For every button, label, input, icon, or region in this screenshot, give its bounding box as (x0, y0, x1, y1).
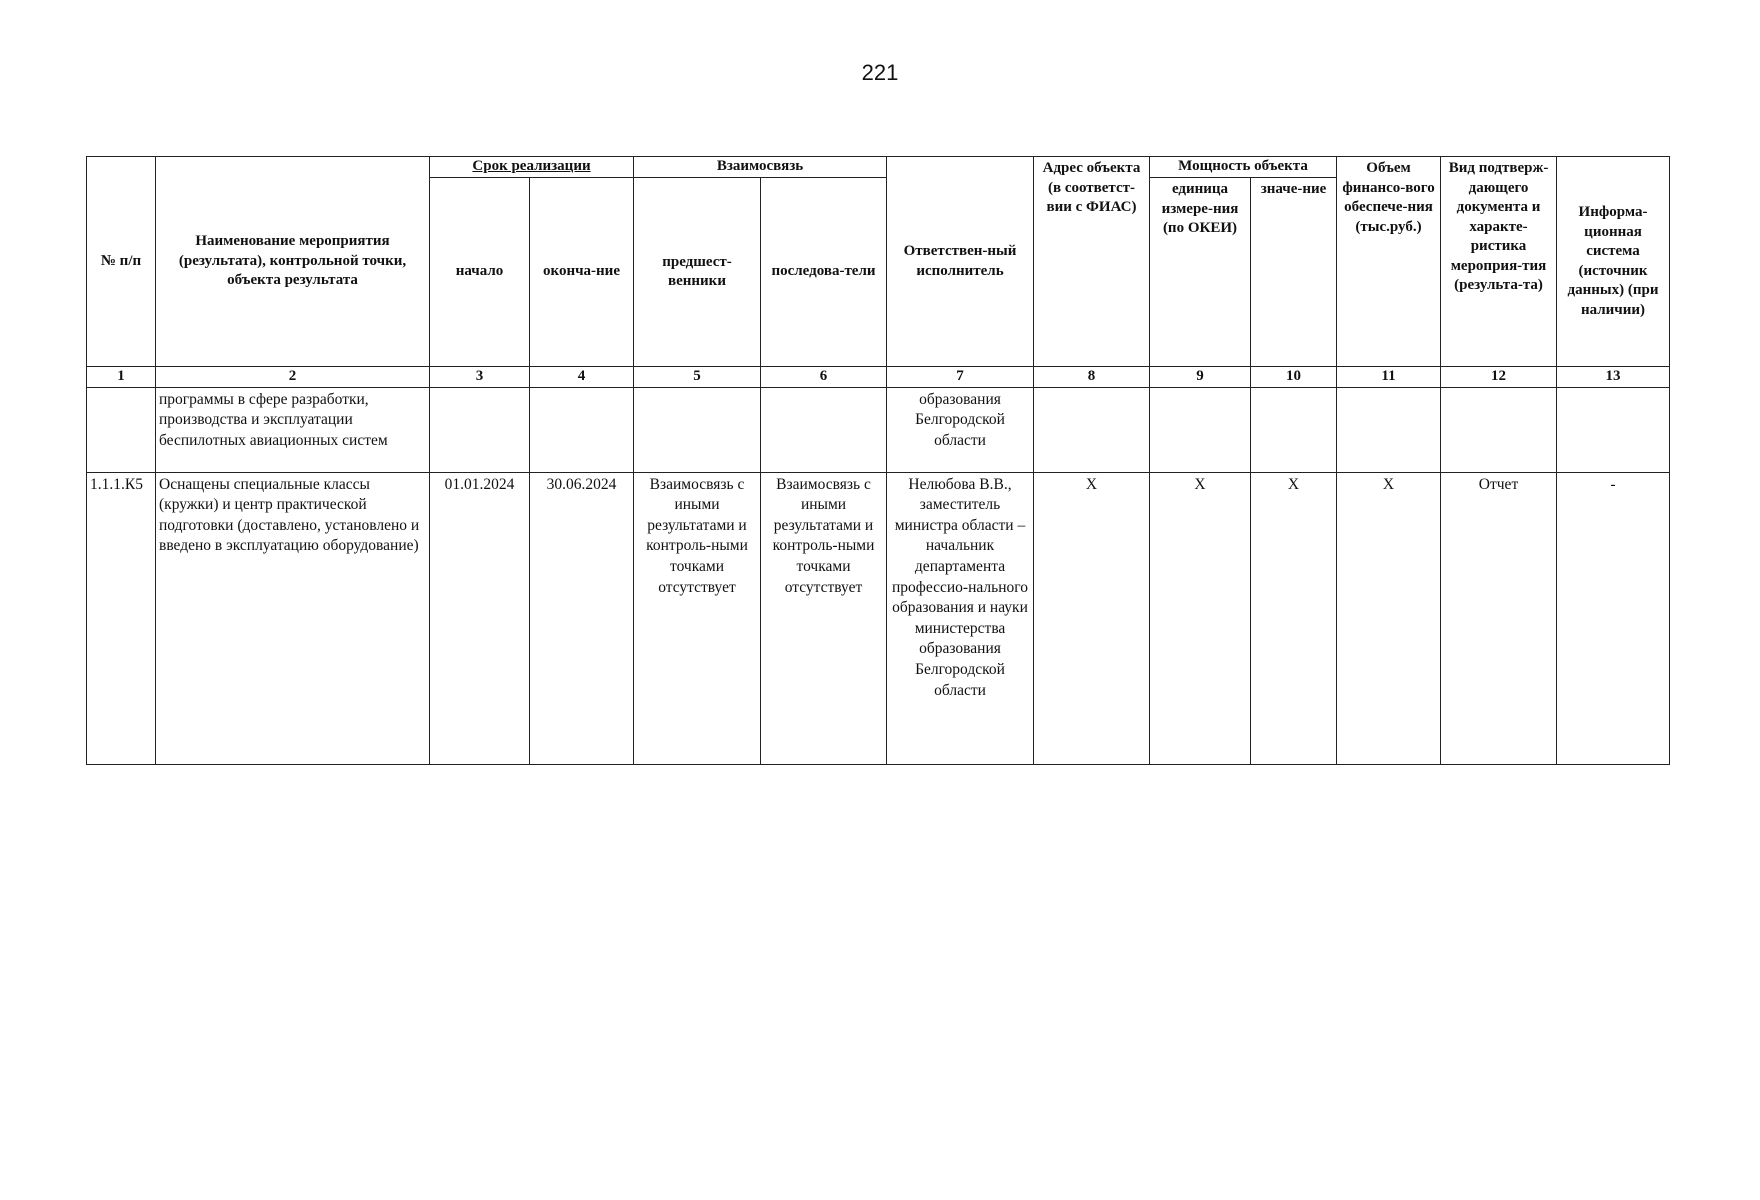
column-number: 12 (1441, 367, 1557, 388)
cell-successors: Взаимосвязь с иными результатами и контроль-ными точками отсутствует (761, 472, 887, 764)
table-row (87, 472, 1670, 764)
cell-num (87, 387, 156, 472)
cell-info-system (1557, 387, 1670, 472)
header-document: Вид подтверж-дающего документа и характе-ристика мероприя-тия (результа-та) (1441, 157, 1557, 367)
header-name: Наименование мероприятия (результата), контрольной точки, объекта результата (156, 157, 430, 367)
cell-address: X (1034, 472, 1150, 764)
header-finance: Объем финансо-вого обеспече-ния (тыс.руб.) (1337, 157, 1441, 367)
column-number: 10 (1251, 367, 1337, 388)
cell-value (1251, 387, 1337, 472)
column-number: 1 (87, 367, 156, 388)
cell-document: Отчет (1441, 472, 1557, 764)
header-info-system: Информа-ционная система (источник данных) (при наличии) (1557, 157, 1670, 367)
table-row (87, 387, 1670, 472)
cell-predecessors: Взаимосвязь с иными результатами и контроль-ными точками отсутствует (634, 472, 761, 764)
cell-predecessors (634, 387, 761, 472)
column-number: 8 (1034, 367, 1150, 388)
header-address: Адрес объекта (в соответст-вии с ФИАС) (1034, 157, 1150, 367)
column-number: 13 (1557, 367, 1670, 388)
cell-unit: X (1150, 472, 1251, 764)
header-start: начало (430, 178, 530, 367)
cell-document (1441, 387, 1557, 472)
header-num: № п/п (87, 157, 156, 367)
column-number: 9 (1150, 367, 1251, 388)
header-unit: единица измере-ния (по ОКЕИ) (1150, 178, 1251, 367)
cell-end (530, 387, 634, 472)
cell-name: программы в сфере разработки, производства и эксплуатации беспилотных авиационных систем (156, 387, 430, 472)
header-value: значе-ние (1251, 178, 1337, 367)
header-group-vzaim: Взаимосвязь (634, 157, 887, 178)
cell-unit (1150, 387, 1251, 472)
header-group-srok-label: Срок реализации (472, 158, 591, 175)
column-number: 3 (430, 367, 530, 388)
cell-successors (761, 387, 887, 472)
column-number: 11 (1337, 367, 1441, 388)
header-predecessors: предшест-венники (634, 178, 761, 367)
cell-responsible: образования Белгородской области (887, 387, 1034, 472)
column-number: 6 (761, 367, 887, 388)
cell-name: Оснащены специальные классы (кружки) и центр практической подготовки (доставлено, установлено и введено в эксплуатацию оборудование) (156, 472, 430, 764)
column-number: 4 (530, 367, 634, 388)
header-responsible: Ответствен-ный исполнитель (887, 157, 1034, 367)
header-successors: последова-тели (761, 178, 887, 367)
page-number: 221 (861, 60, 899, 85)
cell-start (430, 387, 530, 472)
header-group-moshch: Мощность объекта (1150, 157, 1337, 178)
cell-value: X (1251, 472, 1337, 764)
header-group-srok (430, 157, 634, 178)
column-number: 7 (887, 367, 1034, 388)
header-end: оконча-ние (530, 178, 634, 367)
cell-address (1034, 387, 1150, 472)
cell-end: 30.06.2024 (530, 472, 634, 764)
cell-info-system: - (1557, 472, 1670, 764)
cell-finance (1337, 387, 1441, 472)
cell-num: 1.1.1.К5 (87, 472, 156, 764)
activity-table (86, 156, 1670, 765)
cell-responsible: Нелюбова В.В., заместитель министра области – начальник департамента профессио-нального образования и науки министерства образования Белгородской области (887, 472, 1034, 764)
cell-start: 01.01.2024 (430, 472, 530, 764)
cell-finance: X (1337, 472, 1441, 764)
column-number: 2 (156, 367, 430, 388)
column-number: 5 (634, 367, 761, 388)
